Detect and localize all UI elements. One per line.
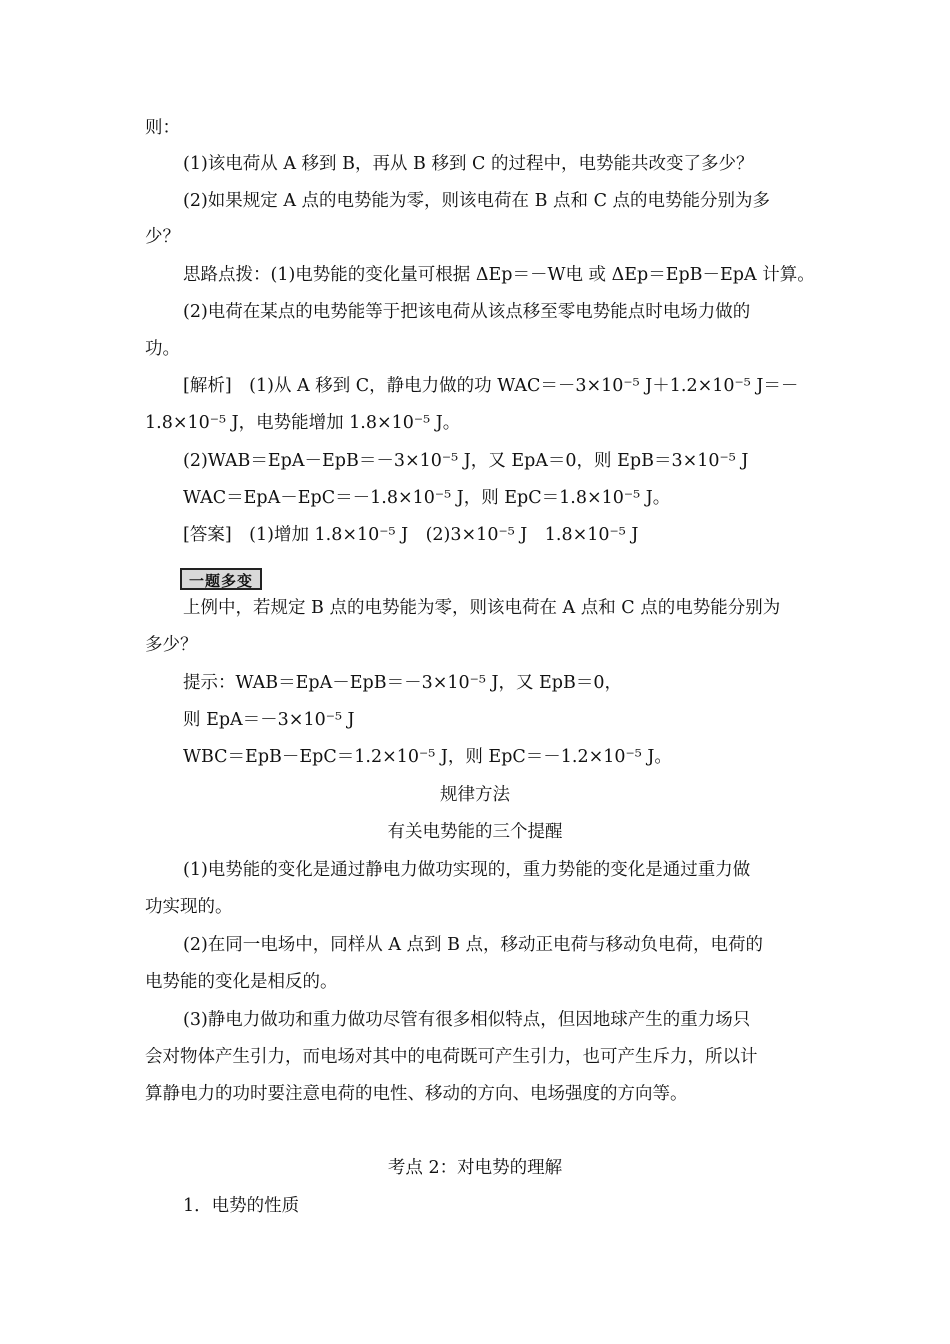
variant-question: 多少？ [145, 635, 198, 655]
variant-tag: 一题多变 [180, 568, 262, 590]
text-line: 则： [145, 118, 180, 138]
answer-line: [答案] (1)增加 1.8×10⁻⁵ J (2)3×10⁻⁵ J 1.8×10⁻⁵ J [183, 525, 639, 545]
reminder-line: 算静电力的功时要注意电荷的电性、移动的方向、电场强度的方向等。 [145, 1084, 688, 1104]
reminder-line: (3)静电力做功和重力做功尽管有很多相似特点，但因地球产生的重力场只 [183, 1010, 751, 1030]
text-line: 少？ [145, 227, 180, 247]
tip-line: 则 EpA＝－3×10⁻⁵ J [183, 710, 355, 730]
reminder-line: 会对物体产生引力，而电场对其中的电荷既可产生引力，也可产生斥力，所以计 [145, 1047, 758, 1067]
question-1: (1)该电荷从 A 移到 B，再从 B 移到 C 的过程中，电势能共改变了多少？ [183, 154, 754, 174]
variant-question: 上例中，若规定 B 点的电势能为零，则该电荷在 A 点和 C 点的电势能分别为 [183, 598, 781, 618]
analysis-line: (2)WAB＝EpA－EpB＝－3×10⁻⁵ J，又 EpA＝0，则 EpB＝3×10⁻⁵ J [183, 451, 749, 471]
analysis-line: WAC＝EpA－EpC＝－1.8×10⁻⁵ J，则 EpC＝1.8×10⁻⁵ J。 [183, 488, 671, 508]
analysis-line: [解析] (1)从 A 移到 C，静电力做的功 WAC＝－3×10⁻⁵ J＋1.2×10⁻⁵ J＝－ [183, 376, 799, 396]
section-heading: 规律方法 [440, 785, 510, 805]
topic-heading: 考点 2：对电势的理解 [387, 1158, 563, 1178]
section-subheading: 有关电势能的三个提醒 [387, 822, 563, 842]
subsection-title: 1．电势的性质 [183, 1196, 300, 1216]
text-line: (2)电荷在某点的电势能等于把该电荷从该点移至零电势能点时电场力做的 [183, 302, 751, 322]
tip-line: WBC＝EpB－EpC＝1.2×10⁻⁵ J，则 EpC＝－1.2×10⁻⁵ J。 [183, 747, 672, 767]
reminder-line: 功实现的。 [145, 897, 233, 917]
reminder-line: (2)在同一电场中，同样从 A 点到 B 点，移动正电荷与移动负电荷，电荷的 [183, 935, 764, 955]
question-2: (2)如果规定 A 点的电势能为零，则该电荷在 B 点和 C 点的电势能分别为多 [183, 191, 771, 211]
reminder-line: 电势能的变化是相反的。 [145, 972, 338, 992]
tip-line: 提示：WAB＝EpA－EpB＝－3×10⁻⁵ J，又 EpB＝0， [183, 673, 622, 693]
analysis-line: 1.8×10⁻⁵ J，电势能增加 1.8×10⁻⁵ J。 [145, 413, 461, 433]
hint-line: 思路点拨：(1)电势能的变化量可根据 ΔEp＝－W电 或 ΔEp＝EpB－EpA 计算。 [183, 265, 815, 285]
text-line: 功。 [145, 339, 180, 359]
reminder-line: (1)电势能的变化是通过静电力做功实现的，重力势能的变化是通过重力做 [183, 860, 751, 880]
